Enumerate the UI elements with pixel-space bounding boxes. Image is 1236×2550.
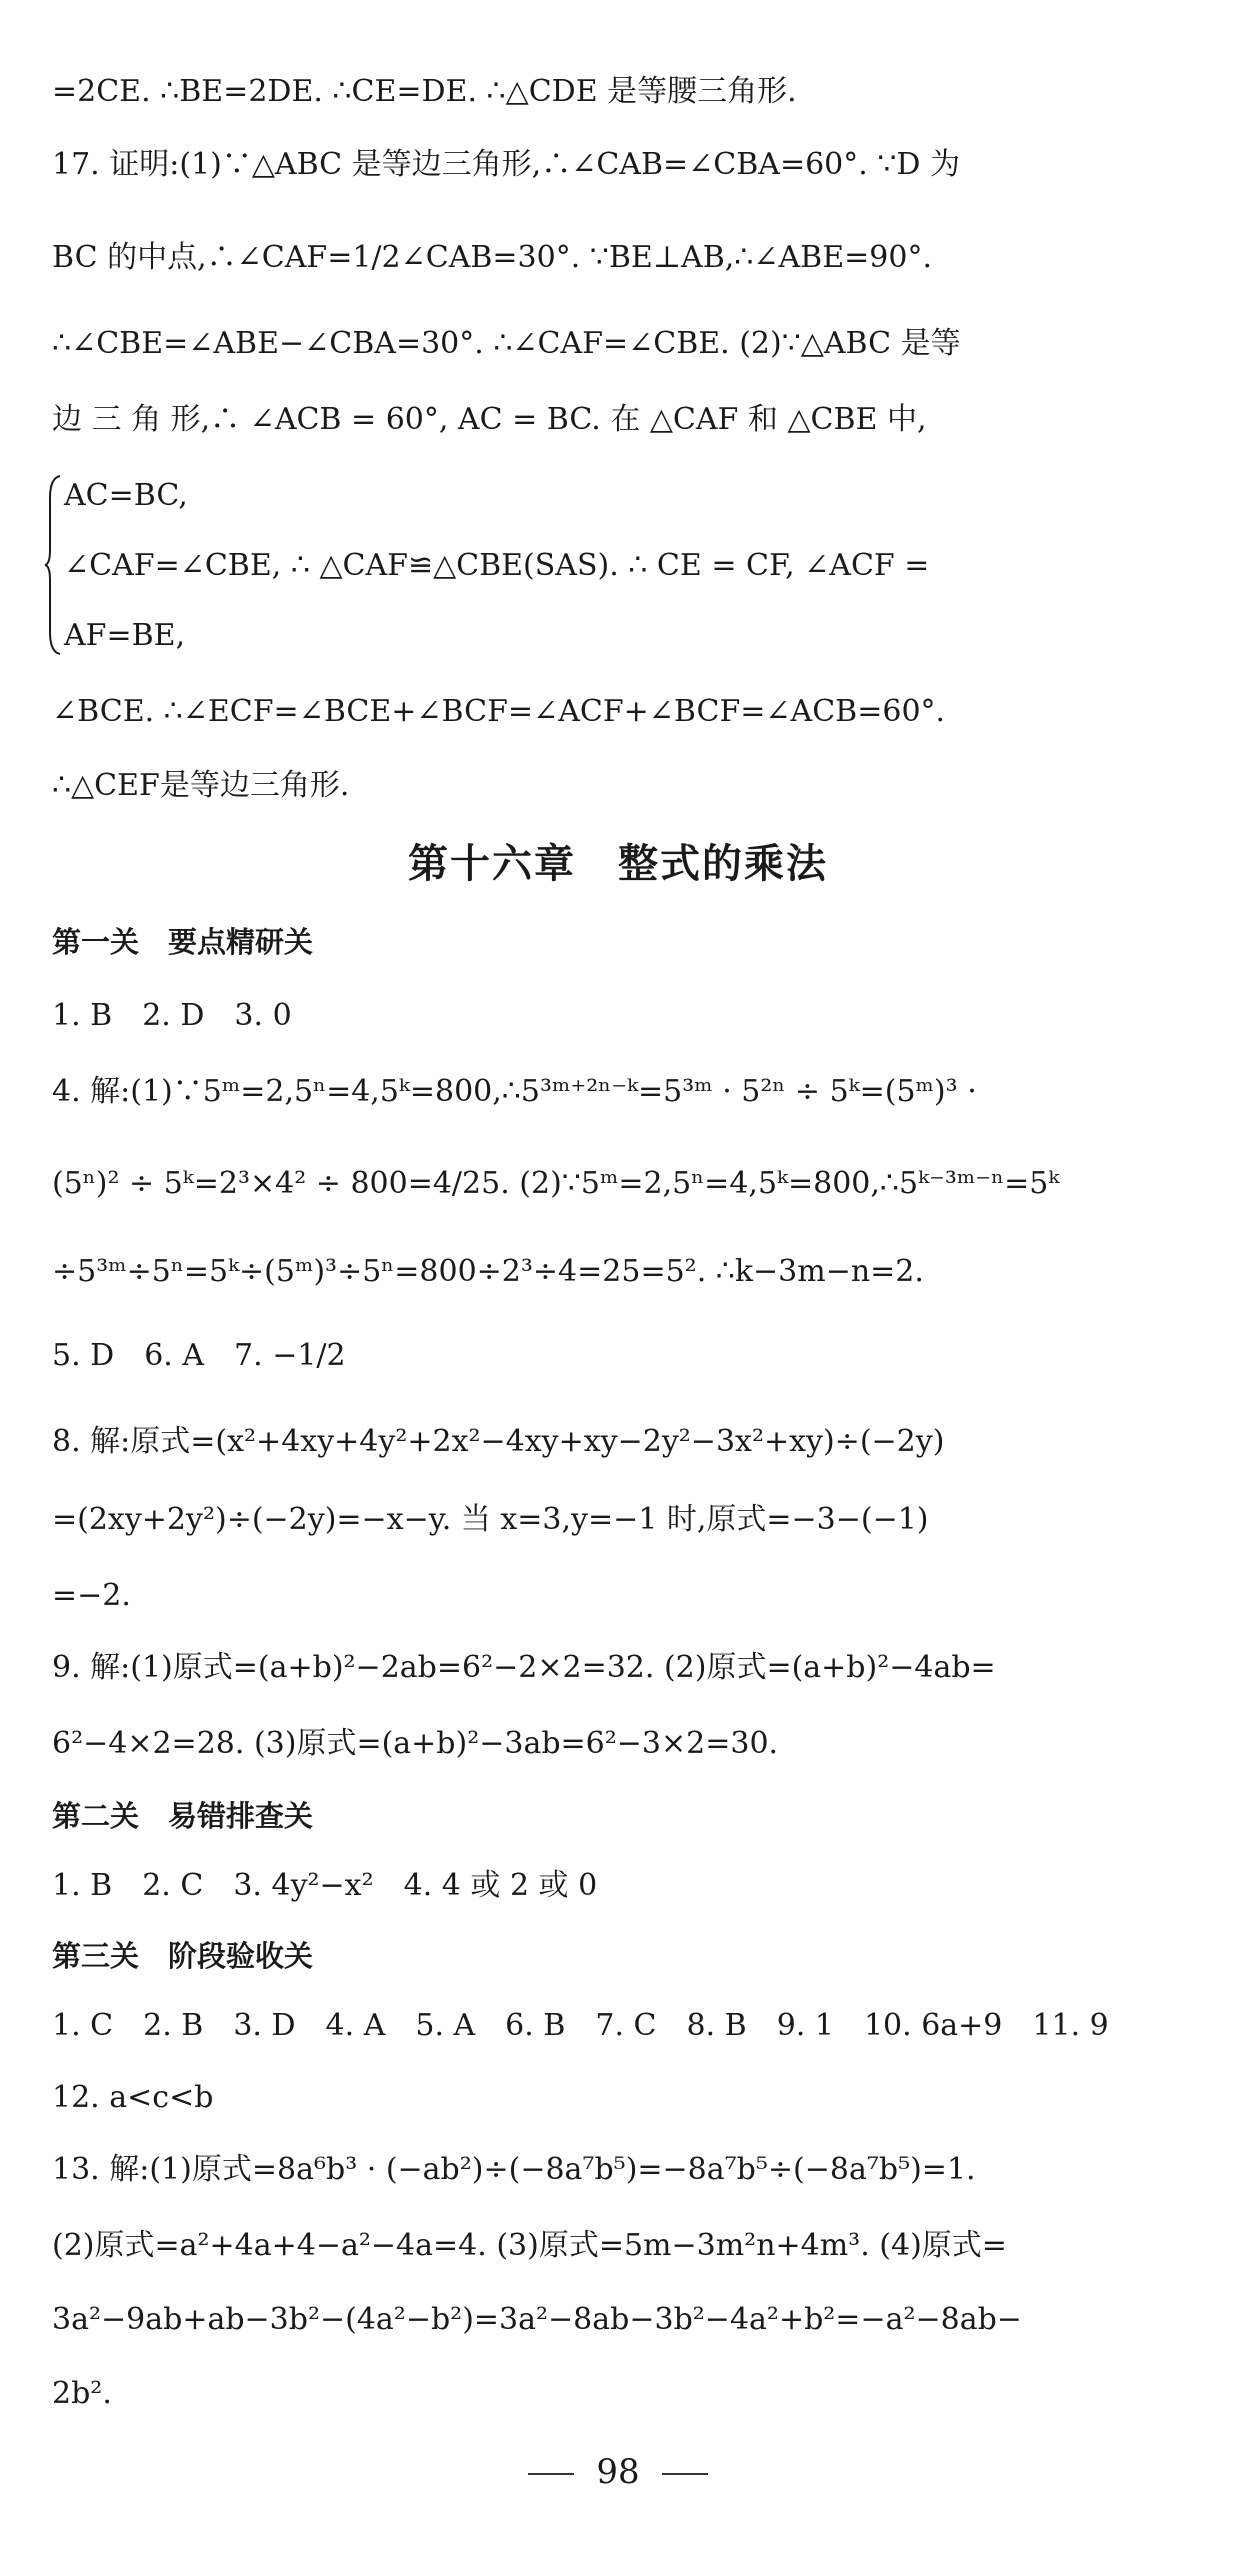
- text-line: =2CE. ∴BE=2DE. ∴CE=DE. ∴△CDE 是等腰三角形.: [52, 74, 797, 109]
- text-line: ∴△CEF是等边三角形.: [52, 768, 350, 803]
- text-line: 1. B 2. D 3. 0: [52, 998, 292, 1033]
- page-footer: [0, 2450, 1236, 2494]
- text-line: 6²−4×2=28. (3)原式=(a+b)²−3ab=6²−3×2=30.: [52, 1726, 779, 1761]
- text-line: 1. B 2. C 3. 4y²−x² 4. 4 或 2 或 0: [52, 1868, 598, 1903]
- text-line: (5ⁿ)² ÷ 5ᵏ=2³×4² ÷ 800=4/25. (2)∵5ᵐ=2,5ⁿ=4,5ᵏ=800,∴5ᵏ⁻³ᵐ⁻ⁿ=5ᵏ: [52, 1166, 1060, 1201]
- text-line: 5. D 6. A 7. −1/2: [52, 1338, 346, 1373]
- text-line: 17. 证明:(1)∵△ABC 是等边三角形,∴∠CAB=∠CBA=60°. ∵D 为: [52, 147, 961, 182]
- text-line: 1. C 2. B 3. D 4. A 5. A 6. B 7. C 8. B 9. 1 10. 6a+9 11. 9: [52, 2008, 1109, 2043]
- text-line: =(2xy+2y²)÷(−2y)=−x−y. 当 x=3,y=−1 时,原式=−3−(−1): [52, 1502, 929, 1537]
- text-line: 9. 解:(1)原式=(a+b)²−2ab=6²−2×2=32. (2)原式=(a+b)²−4ab=: [52, 1650, 996, 1685]
- text-line: ∠BCE. ∴∠ECF=∠BCE+∠BCF=∠ACF+∠BCF=∠ACB=60°.: [52, 694, 946, 729]
- text-line: 13. 解:(1)原式=8a⁶b³ · (−ab²)÷(−8a⁷b⁵)=−8a⁷b⁵÷(−8a⁷b⁵)=1.: [52, 2152, 976, 2187]
- text-line: ÷5³ᵐ÷5ⁿ=5ᵏ÷(5ᵐ)³÷5ⁿ=800÷2³÷4=25=5². ∴k−3m−n=2.: [52, 1254, 924, 1289]
- text-line: (2)原式=a²+4a+4−a²−4a=4. (3)原式=5m−3m²n+4m³. (4)原式=: [52, 2228, 1007, 2263]
- section-heading: 第二关 易错排查关: [52, 1799, 314, 1833]
- text-line: 3a²−9ab+ab−3b²−(4a²−b²)=3a²−8ab−3b²−4a²+b²=−a²−8ab−: [52, 2302, 1022, 2337]
- text-line: 8. 解:原式=(x²+4xy+4y²+2x²−4xy+xy−2y²−3x²+xy)÷(−2y): [52, 1424, 945, 1459]
- section-heading: 第三关 阶段验收关: [52, 1939, 314, 1973]
- chapter-title: 第十六章 整式的乘法: [408, 841, 828, 887]
- section-heading: 第一关 要点精研关: [52, 925, 314, 959]
- text-line: 边 三 角 形,∴ ∠ACB = 60°, AC = BC. 在 △CAF 和 △CBE 中,: [52, 402, 927, 437]
- text-line: ∠CAF=∠CBE, ∴ △CAF≌△CBE(SAS). ∴ CE = CF, ∠ACF =: [64, 548, 930, 583]
- footer-dash-left: [528, 2473, 574, 2475]
- text-line: 2b².: [52, 2376, 112, 2411]
- text-line: AC=BC,: [64, 478, 188, 513]
- text-line: ∴∠CBE=∠ABE−∠CBA=30°. ∴∠CAF=∠CBE. (2)∵△ABC 是等: [52, 326, 961, 361]
- text-line: =−2.: [52, 1578, 131, 1613]
- footer-dash-right: [662, 2473, 708, 2475]
- system-brace: [44, 474, 62, 656]
- text-line: 4. 解:(1)∵5ᵐ=2,5ⁿ=4,5ᵏ=800,∴5³ᵐ⁺²ⁿ⁻ᵏ=5³ᵐ · 5²ⁿ ÷ 5ᵏ=(5ᵐ)³ ·: [52, 1074, 977, 1109]
- text-line: AF=BE,: [64, 618, 186, 653]
- text-line: BC 的中点,∴∠CAF=1/2∠CAB=30°. ∵BE⊥AB,∴∠ABE=90°.: [52, 240, 932, 275]
- page-number: 98: [596, 2452, 640, 2492]
- text-line: 12. a<c<b: [52, 2080, 214, 2115]
